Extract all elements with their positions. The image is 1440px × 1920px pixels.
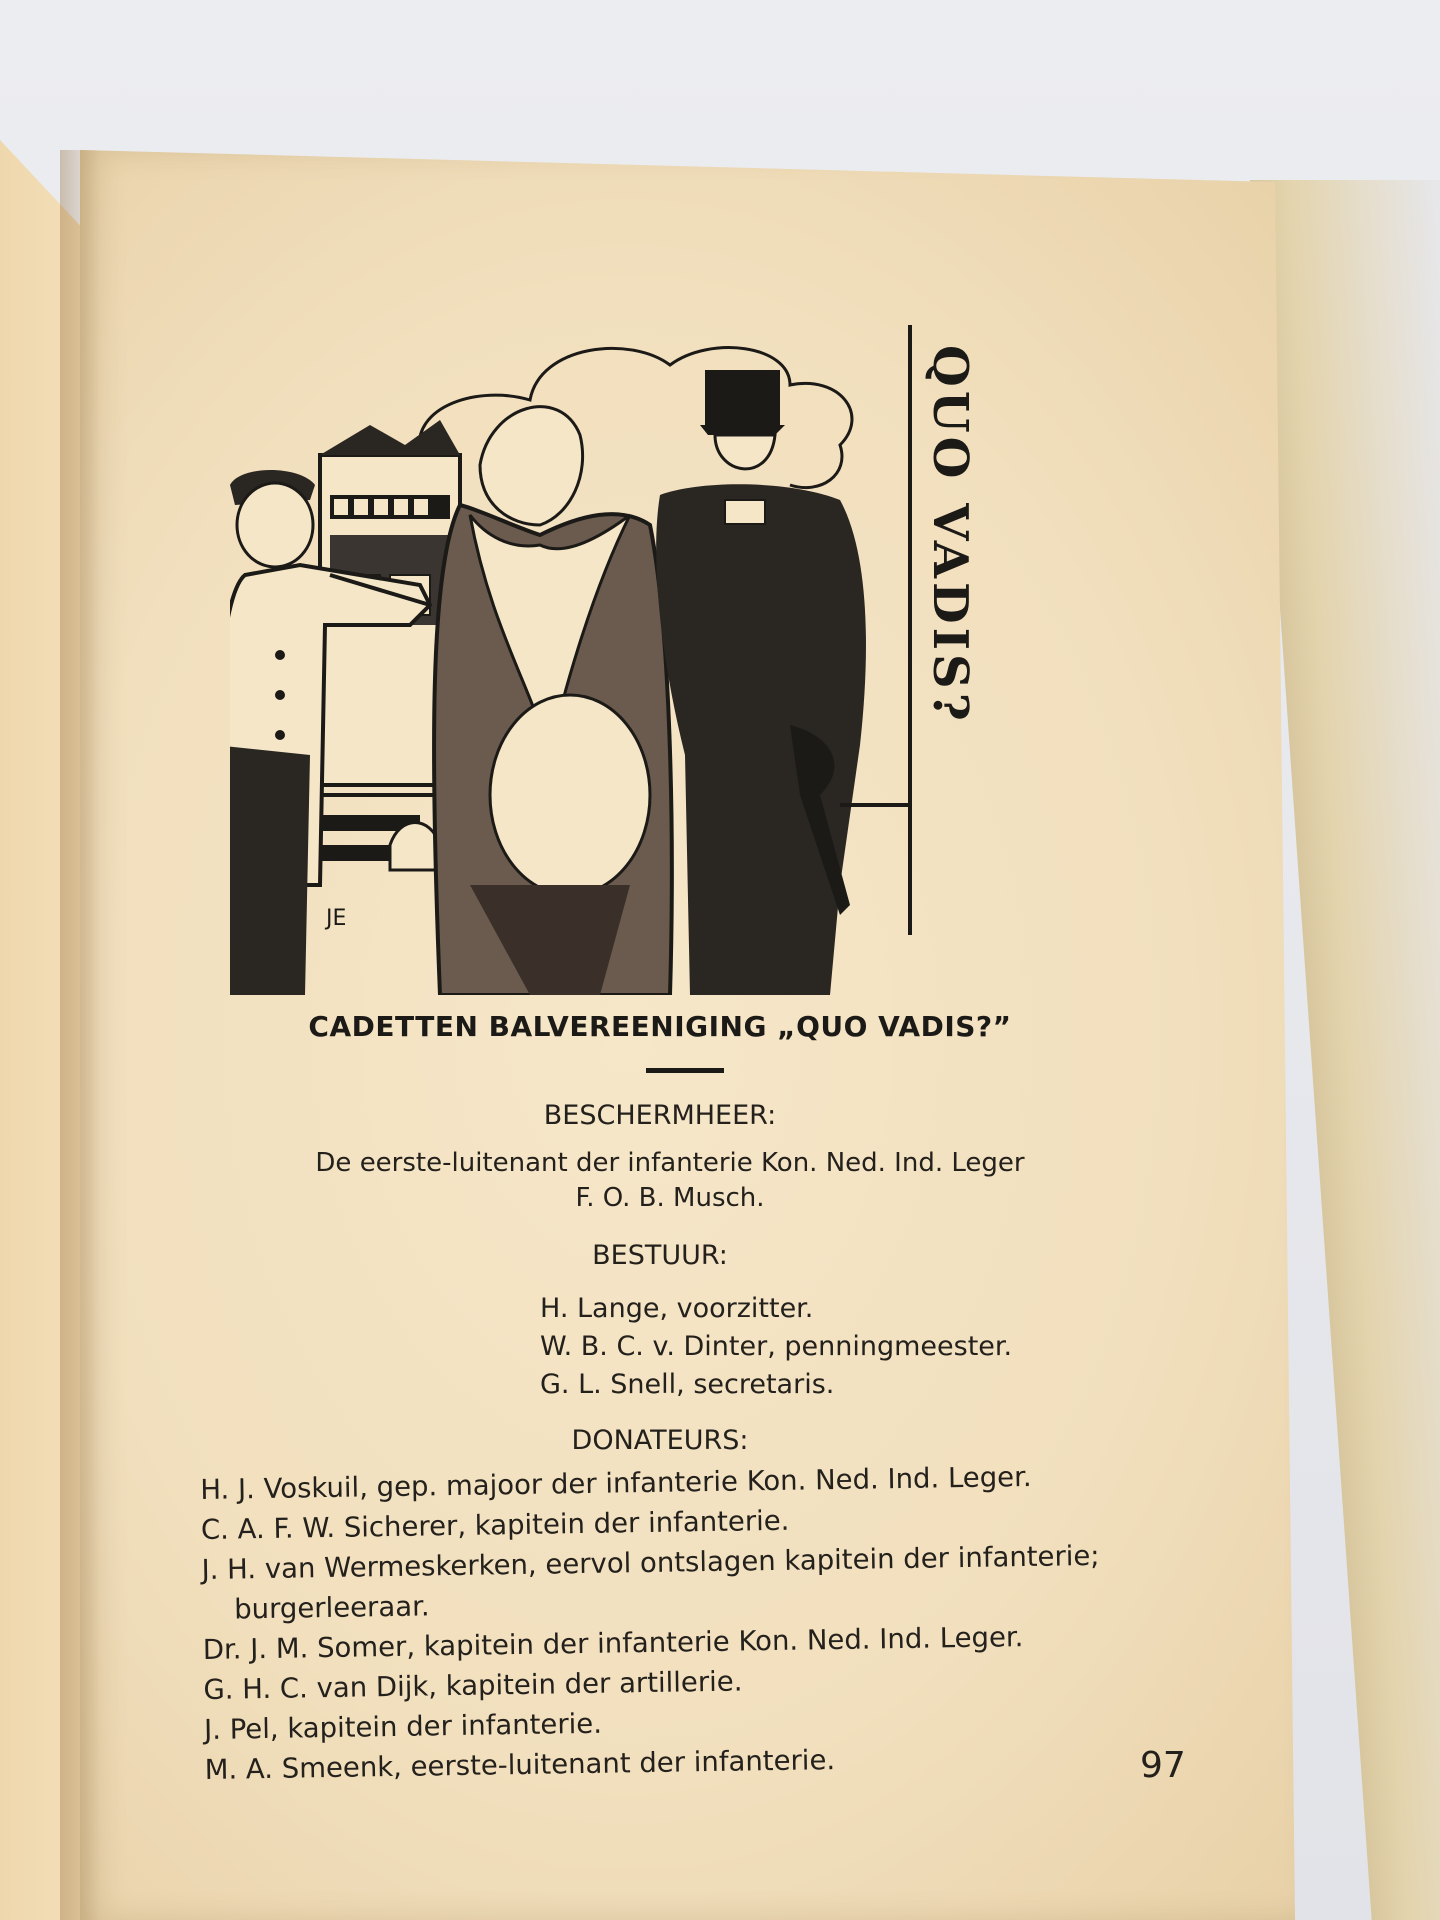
page-gutter: [60, 150, 100, 1920]
donor-entry: J. Pel, kapitein der infanterie.: [203, 1707, 603, 1746]
donor-entry: J. H. van Wermeskerken, eervol ontslagen kapitein der infanterie;: [201, 1539, 1100, 1586]
board-title: BESTUUR:: [592, 1240, 728, 1271]
patron-title: BESCHERMHEER:: [543, 1100, 777, 1131]
donors-title: DONATEURS:: [571, 1425, 749, 1456]
artist-signature: JE: [326, 906, 347, 931]
illustration: [230, 325, 1070, 995]
board-member: G. L. Snell, secretaris.: [540, 1369, 835, 1400]
board-member: H. Lange, voorzitter.: [540, 1293, 814, 1324]
page-number: 97: [1140, 1745, 1186, 1786]
donor-entry: G. H. C. van Dijk, kapitein der artillerie.: [203, 1665, 743, 1706]
donors-list: [200, 1454, 1205, 1790]
patron-line-2: F. O. B. Musch.: [575, 1183, 765, 1213]
donor-entry: C. A. F. W. Sicherer, kapitein der infanterie.: [200, 1504, 790, 1546]
heading-divider: [646, 1068, 724, 1073]
donor-entry: Dr. J. M. Somer, kapitein der infanterie Kon. Ned. Ind. Leger.: [202, 1621, 1024, 1666]
vertical-lettering: QUO VADIS?: [922, 345, 978, 725]
board-member: W. B. C. v. Dinter, penningmeester.: [540, 1331, 1013, 1362]
donor-entry-continuation: burgerleeraar.: [233, 1590, 430, 1626]
donor-entry: H. J. Voskuil, gep. majoor der infanterie Kon. Ned. Ind. Leger.: [200, 1460, 1032, 1506]
patron-line-1: De eerste-luitenant der infanterie Kon. Ned. Ind. Leger: [315, 1148, 1025, 1178]
donor-entry: M. A. Smeenk, eerste-luitenant der infanterie.: [204, 1744, 836, 1786]
soldier-figure: [656, 370, 866, 995]
board-list: [540, 1290, 1012, 1404]
page-heading: CADETTEN BALVEREENIGING „QUO VADIS?”: [308, 1010, 1012, 1043]
woman-figure: [434, 407, 672, 995]
